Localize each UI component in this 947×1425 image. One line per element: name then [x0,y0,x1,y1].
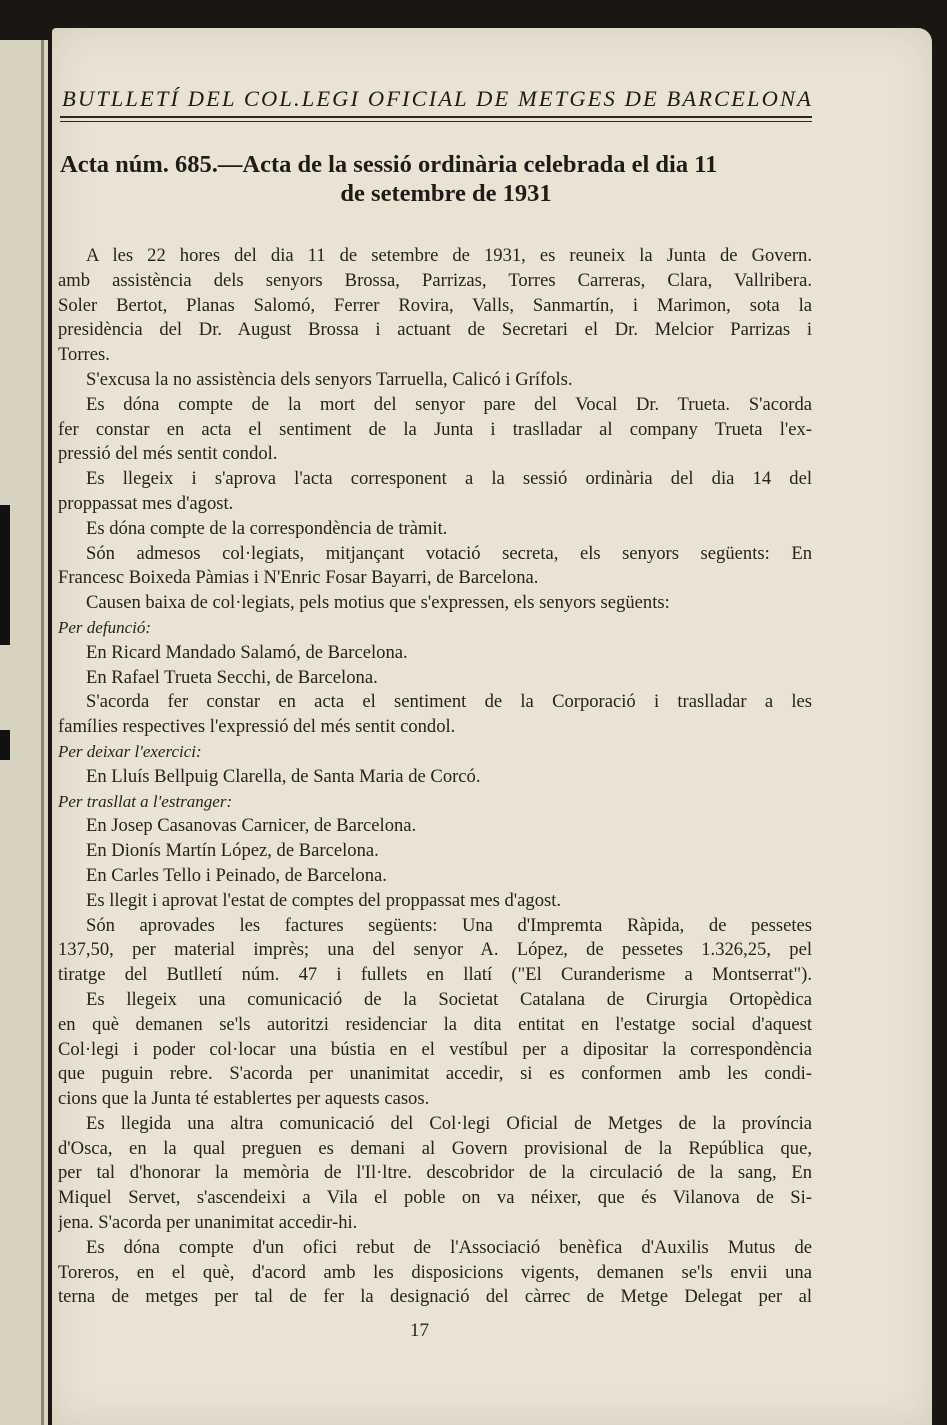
text-line: En Rafael Trueta Secchi, de Barcelona. [86,666,378,688]
text-line: Es llegeix una comunicació de la Societat Catalana de Cirurgia Ortopèdica [86,988,812,1010]
text-line: proppassat mes d'agost. [58,492,234,514]
text-line: Es dóna compte d'un ofici rebut de l'Associació benèfica d'Auxilis Mutus de [86,1236,812,1258]
text-line: En Lluís Bellpuig Clarella, de Santa Maria de Corcó. [86,765,481,787]
text-line: jena. S'acorda per unanimitat accedir-hi. [58,1212,358,1234]
page-number: 17 [410,1320,429,1341]
text-line: Torres. [58,344,110,366]
text-line: Es dóna compte de la mort del senyor pare del Vocal Dr. Trueta. S'acorda [86,393,812,415]
text-line: Són aprovades les factures següents: Una d'Impremta Ràpida, de pessetes [86,914,812,936]
text-line: Causen baixa de col·legiats, pels motius que s'expressen, els senyors següents: [86,592,670,614]
text-line: fer constar en acta el sentiment de la Junta i traslladar al company Trueta l'ex- [58,418,812,440]
text-line: 137,50, per material imprès; una del senyor A. López, de pessetes 1.326,25, pel [58,939,812,961]
margin-mark [0,730,10,760]
text-line: terna de metges per tal de fer la designació del càrrec de Metge Delegat per al [58,1286,812,1308]
text-line: amb assistència dels senyors Brossa, Parrizas, Torres Carreras, Clara, Vallribera. [58,269,812,291]
text-line: Es dóna compte de la correspondència de tràmit. [86,517,448,539]
text-line: En Josep Casanovas Carnicer, de Barcelona. [86,815,417,837]
header-rule [60,116,812,118]
minutes-body [58,244,812,1310]
title-line-2: de setembre de 1931 [340,180,552,207]
text-line: Miquel Servet, s'ascendeixi a Vila el poble on va néixer, que és Vilanova de Si- [58,1187,812,1209]
text-line: En Ricard Mandado Salamó, de Barcelona. [86,641,408,663]
text-line: per tal d'honorar la memòria de l'Il·ltre. descobridor de la circulació de la sang, En [58,1162,812,1184]
page-edge-shadow [41,40,44,1425]
text-line: en què demanen se'ls autoritzi residenciar la dita entitat en l'estatge social d'aquest [58,1013,812,1035]
text-line: En Carles Tello i Peinado, de Barcelona. [86,864,387,886]
title-line-1: Acta núm. 685.—Acta de la sessió ordinària celebrada el dia 11 [60,151,718,178]
text-line: pressió del més sentit condol. [58,443,278,465]
text-line: cions que la Junta té establertes per aquests casos. [58,1088,430,1110]
text-line: Es llegit i aprovat l'estat de comptes del proppassat mes d'agost. [86,889,562,911]
text-line: Es llegeix i s'aprova l'acta corresponent a la sessió ordinària del dia 14 del [86,468,812,490]
minutes-title [60,150,812,208]
section-label: Per deixar l'exercici: [58,741,202,761]
text-line: que puguin rebre. S'acorda per unanimitat accedir, si es conformen amb les condi- [58,1063,812,1085]
text-line: A les 22 hores del dia 11 de setembre de 1931, es reuneix la Junta de Govern. [86,245,812,266]
section-label: Per trasllat a l'estranger: [58,791,233,811]
text-line: Toreros, en el què, d'acord amb les disposicions vigents, demanen se'ls envii una [58,1261,812,1283]
text-line: Són admesos col·legiats, mitjançant votació secreta, els senyors següents: En [86,542,812,564]
margin-mark [0,505,10,645]
document-page [52,28,932,1425]
running-head: BUTLLETÍ DEL COL.LEGI OFICIAL DE METGES DE BARCELONA [62,86,813,111]
text-line: En Dionís Martín López, de Barcelona. [86,840,379,862]
section-label: Per defunció: [58,617,151,637]
text-line: famílies respectives l'expressió del més sentit condol. [58,716,456,738]
text-line: presidència del Dr. August Brossa i actuant de Secretari el Dr. Melcior Parrizas i [58,319,812,341]
text-line: Soler Bertot, Planas Salomó, Ferrer Rovira, Valls, Sanmartín, i Marimon, sota la [58,294,812,316]
text-line: Col·legi i poder col·locar una bústia en el vestíbul per a dipositar la correspondència [58,1038,812,1060]
text-line: d'Osca, en la qual preguen es demani al Govern provisional de la República que, [58,1137,812,1159]
header-rule [60,121,812,122]
text-line: S'acorda fer constar en acta el sentiment de la Corporació i traslladar a les [86,691,812,713]
text-line: tiratge del Butlletí núm. 47 i fullets en llatí ("El Curanderisme a Montserrat"). [58,964,812,986]
text-line: Francesc Boixeda Pàmias i N'Enric Fosar Bayarri, de Barcelona. [58,567,539,589]
text-line: Es llegida una altra comunicació del Col·legi Oficial de Metges de la província [86,1112,812,1134]
text-line: S'excusa la no assistència dels senyors Tarruella, Calicó i Grífols. [86,368,573,390]
